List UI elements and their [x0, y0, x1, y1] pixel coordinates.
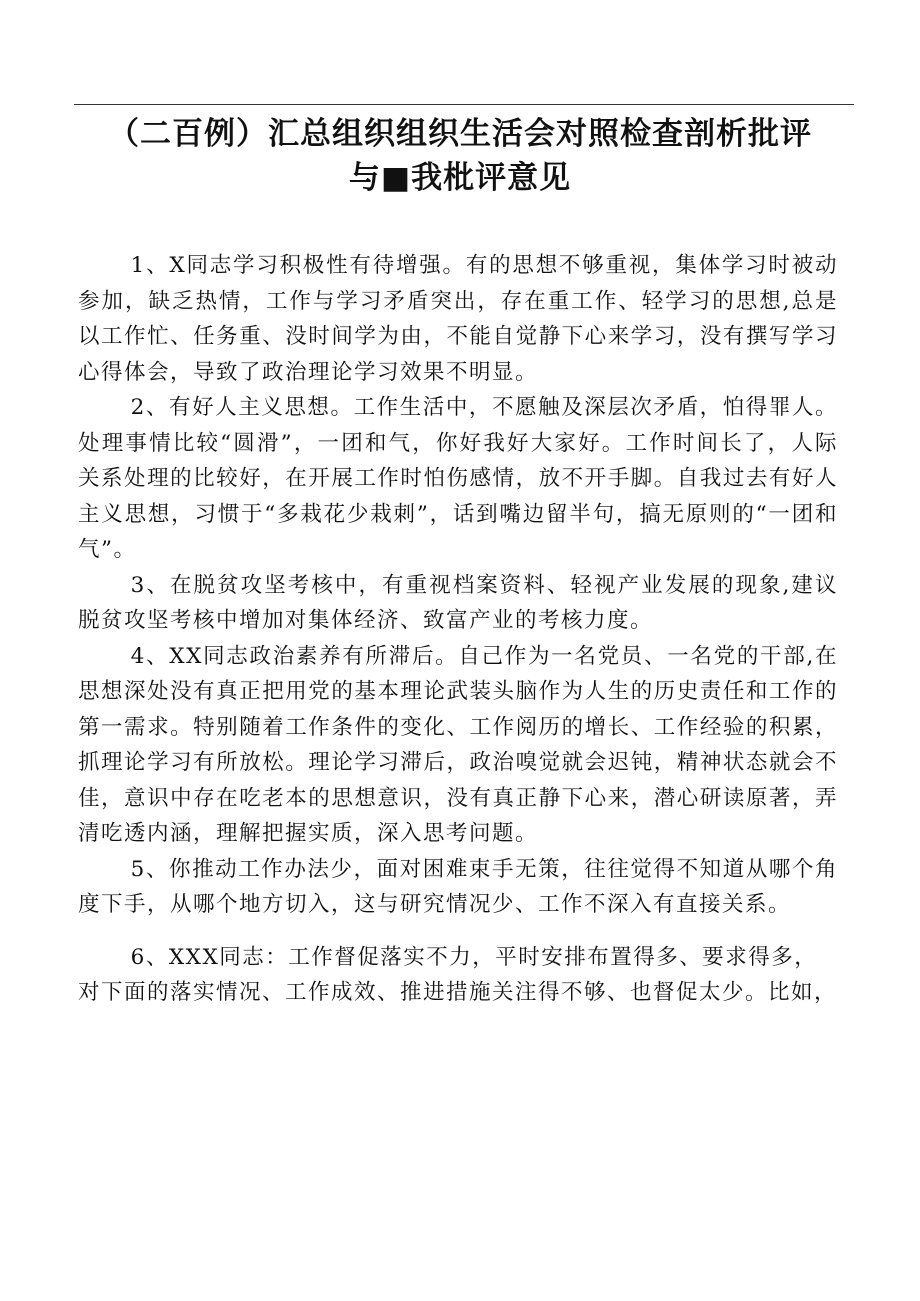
document-title	[60, 112, 860, 200]
paragraph-5: 5、你推动工作办法少，面对困难束手无策，往往觉得不知道从哪个角度下手，从哪个地方切入，这与研究情况少、工作不深入有直接关系。	[78, 856, 838, 917]
paragraph-6: 6、XXX同志：工作督促落实不力，平时安排布置得多、要求得多， 对下面的落实情况、工作成效、推进措施关注得不够、也督促太少。比如，	[78, 944, 838, 1005]
paragraph-1: 1、X同志学习积极性有待增强。有的思想不够重视，集体学习时被动参加，缺乏热情，工作与学习矛盾突出，存在重工作、轻学习的思想,总是以工作忙、任务重、没时间学为由，不能自觉静下心来学习，没有撰写学习心得体会，导致了政治理论学习效果不明显。	[78, 253, 838, 385]
document-body	[78, 248, 838, 1011]
paragraph-4: 4、XX同志政治素养有所滞后。自己作为一名党员、一名党的干部,在思想深处没有真正把用党的基本理论武装头脑作为人生的历史责任和工作的第一需求。特别随着工作条件的变化、工作阅历的增长、工作经验的积累，抓理论学习有所放松。理论学习滞后，政治嗅觉就会迟钝，精神状态就会不佳，意识中存在吃老本的思想意识，没有真正静下心来，潜心研读原著，弄清吃透内涵，理解把握实质，深入思考问题。	[78, 643, 838, 846]
paragraph-2: 2、有好人主义思想。工作生活中，不愿触及深层次矛盾，怕得罪人。处理事情比较“圆滑”，一团和气，你好我好大家好。工作时间长了，人际关系处理的比较好，在开展工作时怕伤感情，放不开手脚。自我过去有好人主义思想，习惯于“多栽花少栽刺”，话到嘴边留半句，搞无原则的“一团和气”。	[78, 395, 838, 562]
title-line-1: （二百例）汇总组织组织生活会对照检查剖析批评	[108, 116, 812, 152]
header-rule	[74, 104, 854, 105]
paragraph-3: 3、在脱贫攻坚考核中，有重视档案资料、轻视产业发展的现象,建议脱贫攻坚考核中增加对集体经济、致富产业的考核力度。	[78, 572, 838, 633]
title-line-2: 与■我枇评意见	[348, 160, 572, 196]
